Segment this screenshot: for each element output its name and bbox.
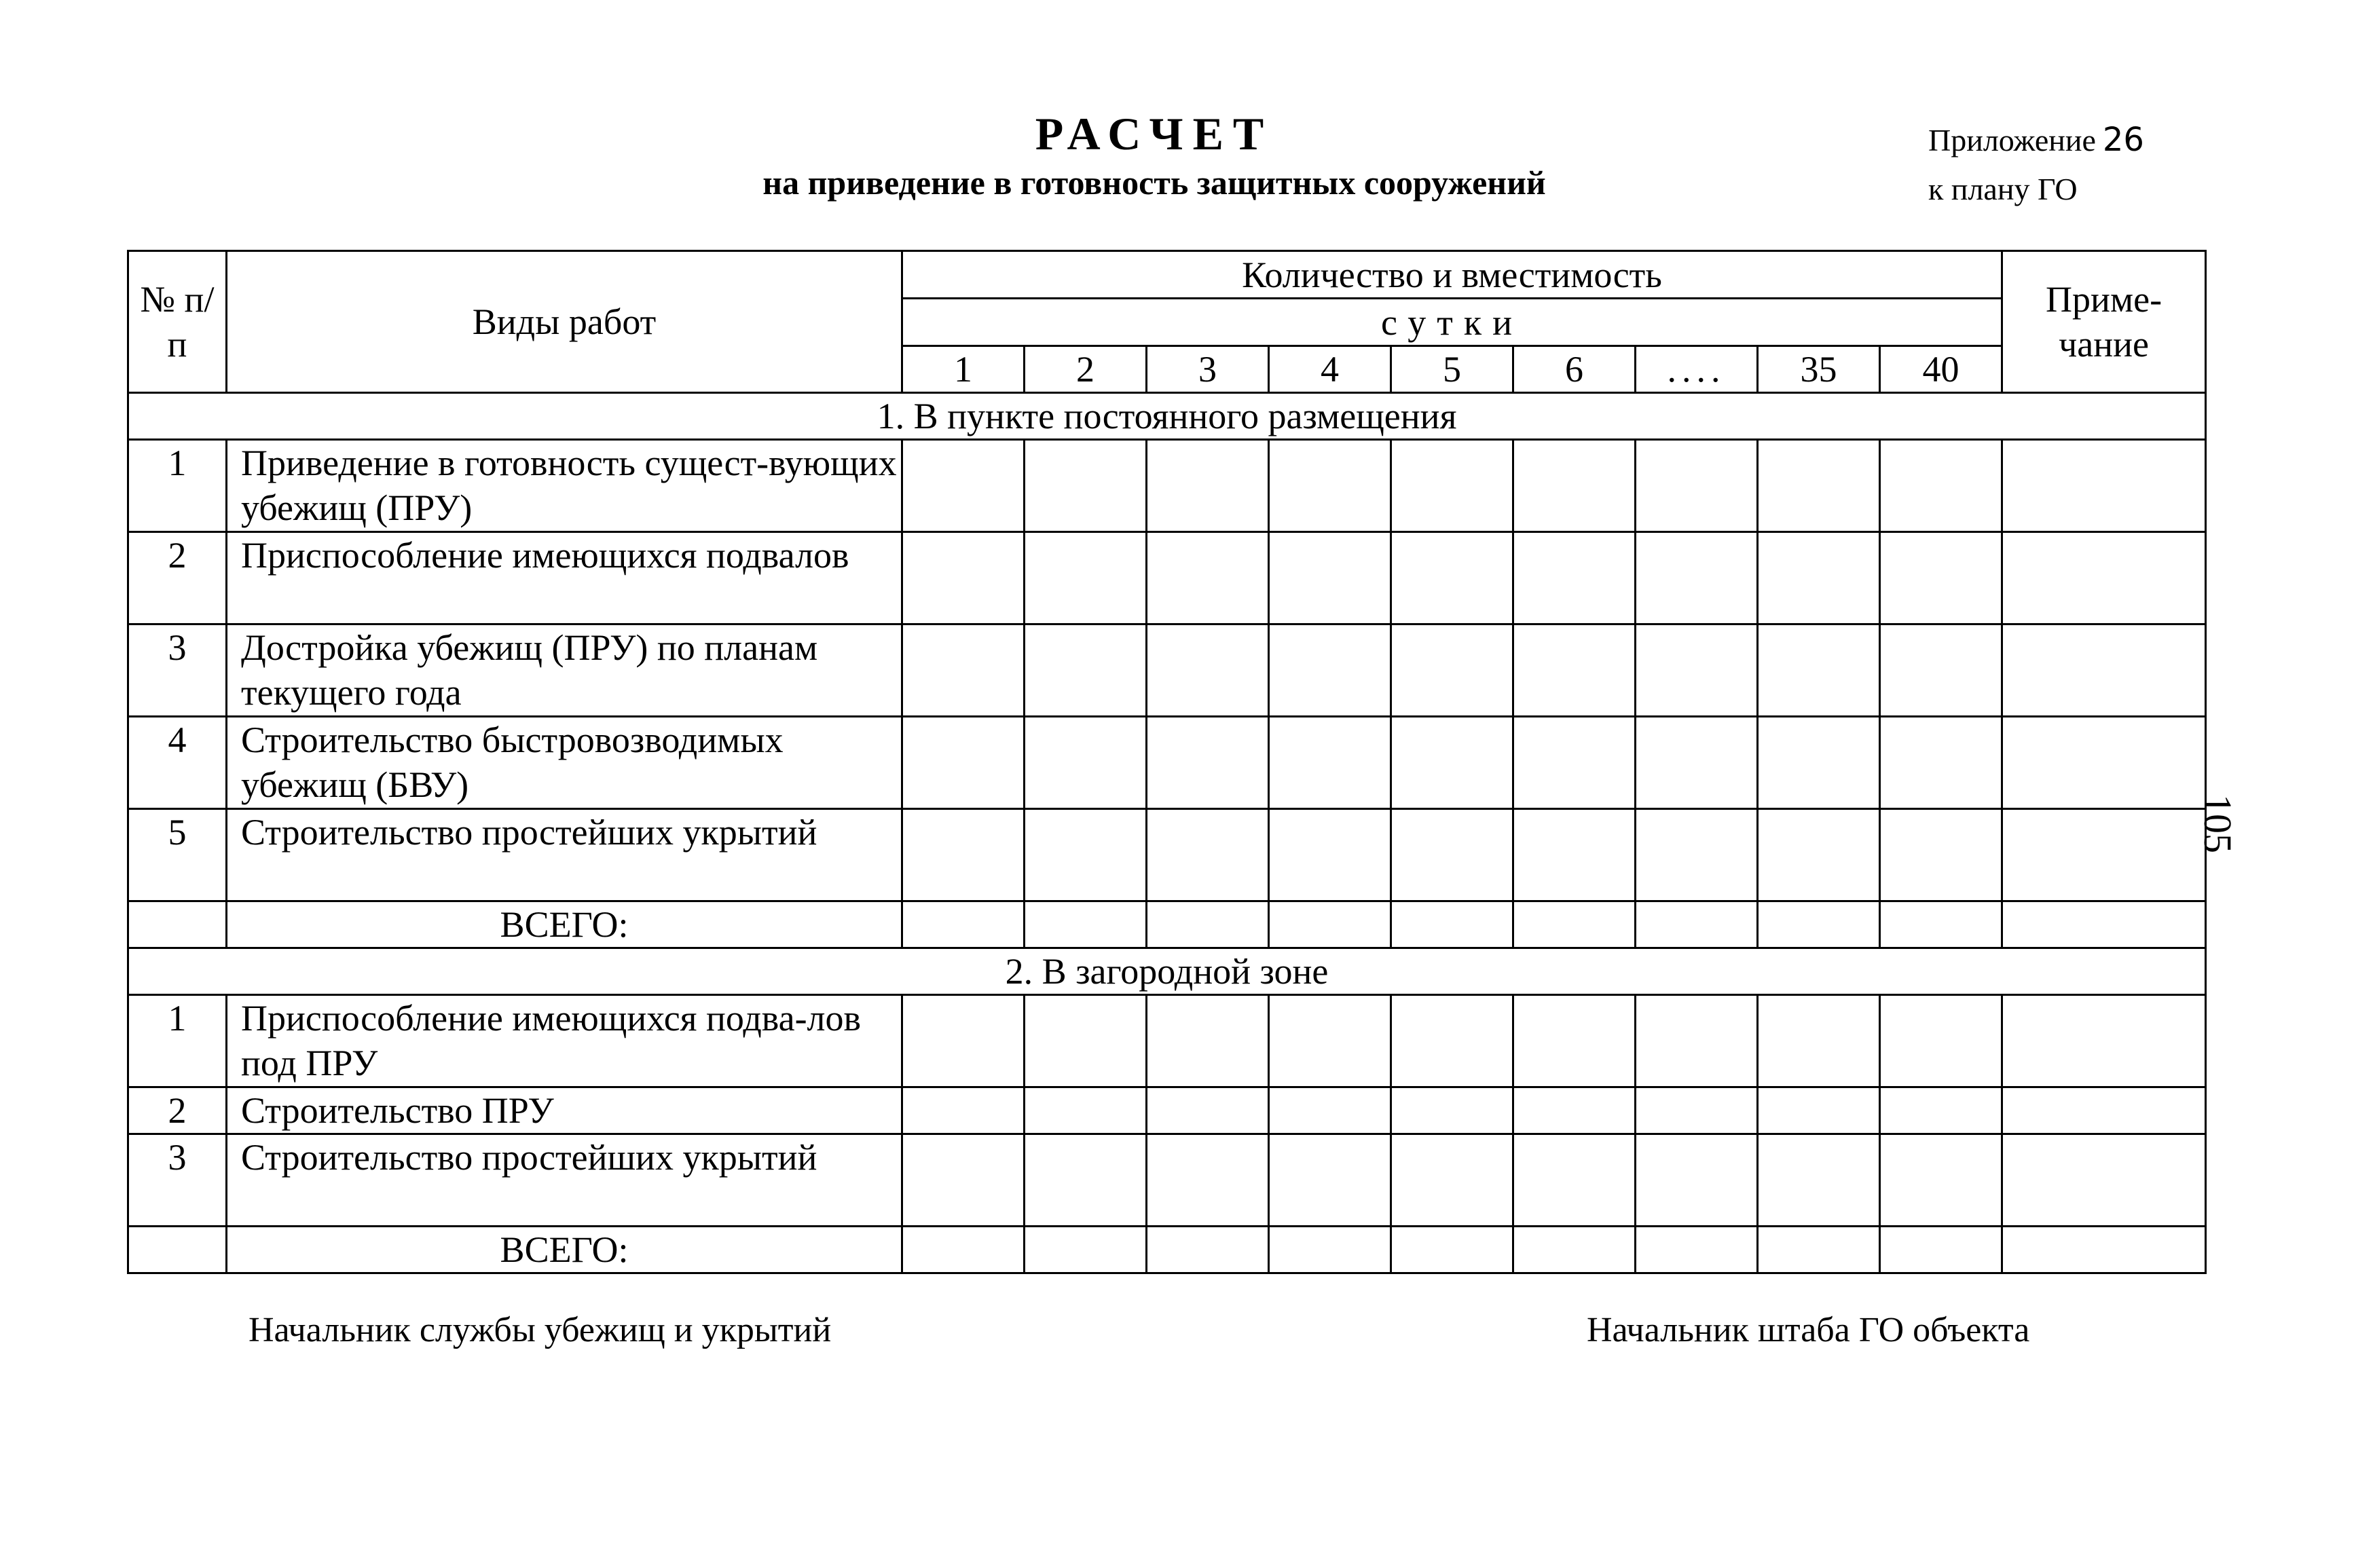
work-type: Достройка убежищ (ПРУ) по планам текущего года [227, 624, 902, 717]
signature-left: Начальник службы убежищ и укрытий [249, 1311, 832, 1349]
total-label: ВСЕГО: [227, 1227, 902, 1273]
work-type: Приспособление имеющихся подвалов [227, 532, 902, 624]
page-number: 105 [2196, 794, 2240, 853]
work-type: Строительство простейших укрытий [227, 809, 902, 901]
work-type: Приведение в готовность сущест-вующих убежищ (ПРУ) [227, 440, 902, 532]
day-col: 5 [1391, 346, 1513, 393]
day-col: 1 [902, 346, 1025, 393]
work-type: Строительство быстровозводимых убежищ (БВУ) [227, 717, 902, 809]
appendix-label: Приложение [1928, 123, 2096, 157]
header-no: № п/п [128, 251, 227, 393]
row-number: 3 [128, 624, 227, 717]
day-col: 6 [1513, 346, 1636, 393]
row-number: 3 [128, 1134, 227, 1227]
day-col: 40 [1880, 346, 2002, 393]
work-type: Строительство простейших укрытий [227, 1134, 902, 1227]
day-col: .... [1636, 346, 1758, 393]
row-number: 4 [128, 717, 227, 809]
calculation-table [127, 250, 2207, 1274]
section-title: 2. В загородной зоне [128, 948, 2206, 995]
row-number: 5 [128, 809, 227, 901]
document-subtitle: на приведение в готовность защитных сооружений [762, 164, 1546, 202]
header-days: сутки [902, 299, 2002, 346]
appendix-to: к плану ГО [1928, 172, 2078, 206]
row-number: 1 [128, 995, 227, 1087]
section-title: 1. В пункте постоянного размещения [128, 393, 2206, 440]
row-number: 2 [128, 532, 227, 624]
header-quantity: Количество и вместимость [902, 251, 2002, 299]
appendix-note [1928, 115, 2144, 214]
signature-right: Начальник штаба ГО объекта [1587, 1311, 2030, 1349]
header-work: Виды работ [227, 251, 902, 393]
work-type: Строительство ПРУ [227, 1087, 902, 1134]
document-title: РАСЧЕТ [1035, 108, 1274, 160]
day-col: 4 [1269, 346, 1391, 393]
row-number: 1 [128, 440, 227, 532]
work-type: Приспособление имеющихся подва-лов под ПРУ [227, 995, 902, 1087]
total-label: ВСЕГО: [227, 901, 902, 948]
header-note: Приме-чание [2002, 251, 2206, 393]
day-col: 35 [1758, 346, 1880, 393]
day-col: 3 [1147, 346, 1269, 393]
appendix-number: 26 [2102, 121, 2144, 159]
row-number: 2 [128, 1087, 227, 1134]
day-col: 2 [1025, 346, 1147, 393]
